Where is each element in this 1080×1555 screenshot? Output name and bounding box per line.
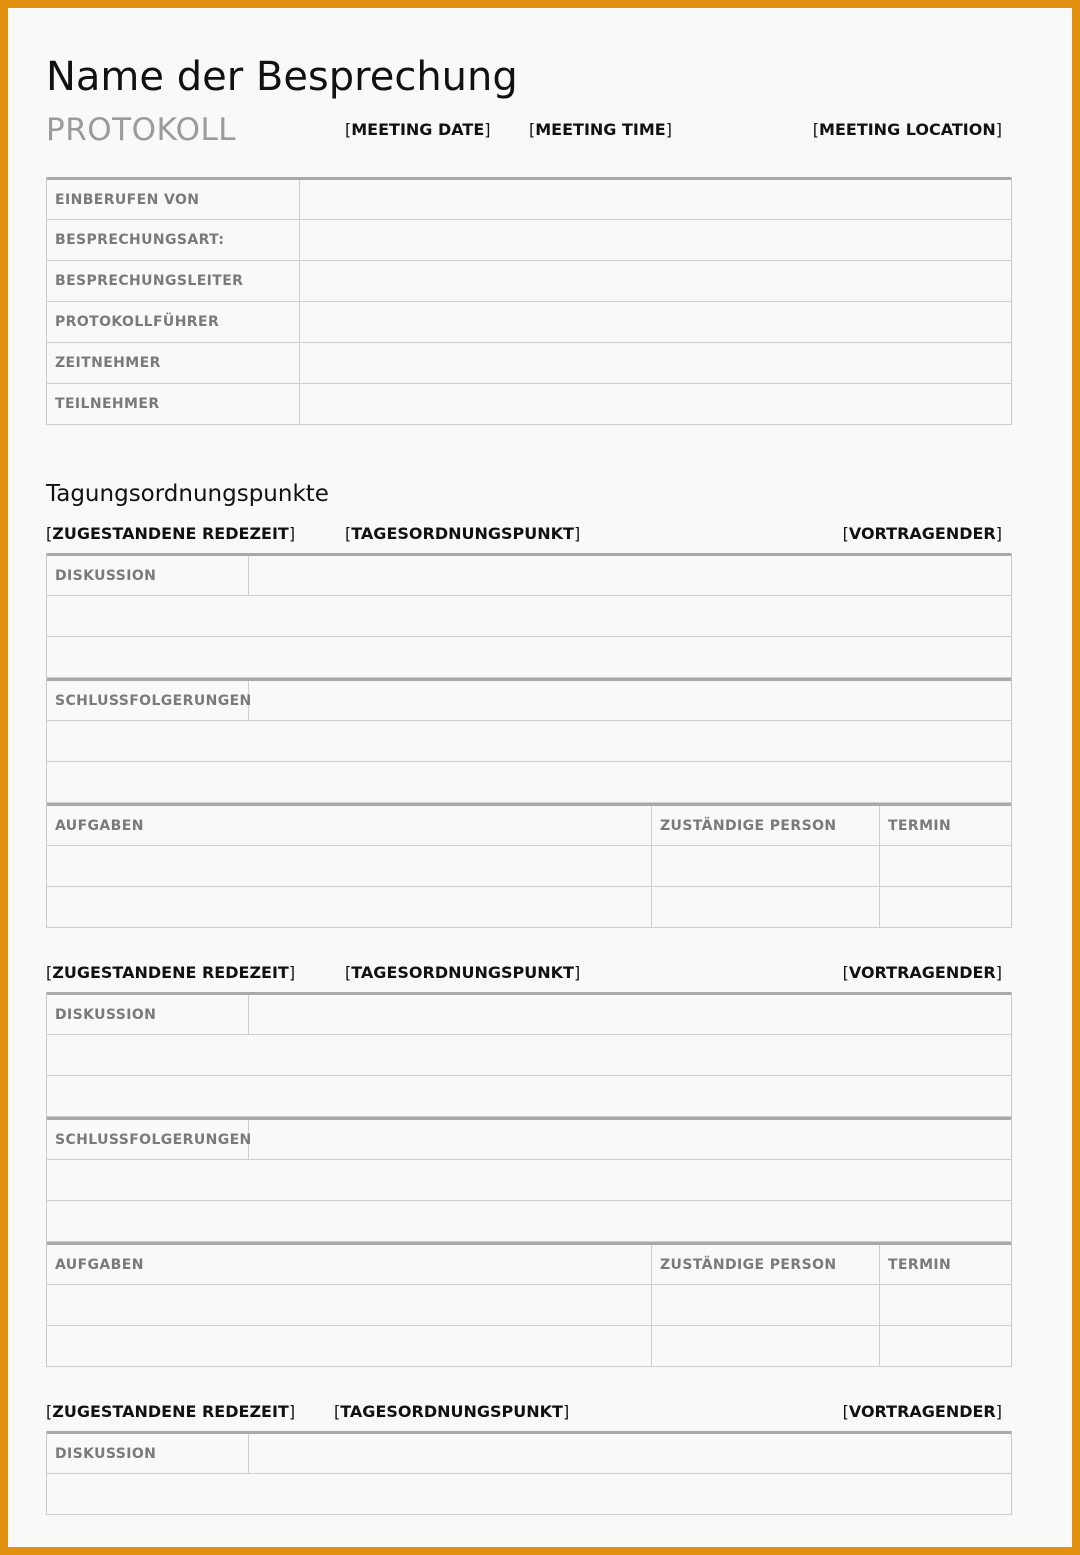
discussion-label: DISKUSSION	[55, 567, 157, 584]
info-value-field[interactable]	[300, 261, 1011, 301]
info-row-timekeeper	[47, 343, 1011, 384]
info-row-minute-taker	[47, 302, 1011, 343]
discussion-row	[47, 1431, 1011, 1474]
meeting-time-placeholder[interactable]: [MEETING TIME]	[529, 120, 672, 139]
info-value-field[interactable]	[300, 180, 1011, 219]
conclusions-row	[47, 678, 1011, 721]
discussion-field[interactable]	[249, 995, 1011, 1034]
discussion-line[interactable]	[47, 637, 1011, 678]
presenter-placeholder[interactable]: [VORTRAGENDER]	[842, 963, 1002, 982]
discussion-line[interactable]	[47, 596, 1011, 637]
agenda-topic-placeholder[interactable]: [TAGESORDNUNGSPUNKT]	[345, 963, 581, 982]
info-row-attendees	[47, 384, 1011, 425]
conclusions-line[interactable]	[47, 1160, 1011, 1201]
discussion-field[interactable]	[249, 1434, 1011, 1473]
task-field[interactable]	[47, 887, 652, 927]
tasks-label: AUFGABEN	[55, 817, 144, 834]
presenter-placeholder[interactable]: [VORTRAGENDER]	[842, 524, 1002, 543]
responsible-person-label: ZUSTÄNDIGE PERSON	[660, 1256, 837, 1273]
meeting-location-placeholder[interactable]: [MEETING LOCATION]	[812, 120, 1002, 139]
task-field[interactable]	[47, 1285, 652, 1325]
task-field[interactable]	[47, 846, 652, 886]
info-label: TEILNEHMER	[55, 396, 160, 412]
discussion-row	[47, 992, 1011, 1035]
responsible-field[interactable]	[652, 1285, 880, 1325]
info-value-field[interactable]	[300, 384, 1011, 424]
tasks-label: AUFGABEN	[55, 1256, 144, 1273]
allotted-time-placeholder[interactable]: [ZUGESTANDENE REDEZEIT]	[46, 1402, 296, 1421]
tasks-header-row	[47, 1242, 1011, 1285]
info-label: ZEITNEHMER	[55, 355, 161, 371]
discussion-line[interactable]	[47, 1035, 1011, 1076]
info-label: EINBERUFEN VON	[55, 191, 200, 208]
agenda-topic-placeholder[interactable]: [TAGESORDNUNGSPUNKT]	[334, 1402, 570, 1421]
responsible-field[interactable]	[652, 1326, 880, 1366]
responsible-field[interactable]	[652, 846, 880, 886]
agenda-item-table	[46, 553, 1012, 928]
protocol-page	[8, 8, 1072, 1547]
agenda-item-table	[46, 992, 1012, 1367]
conclusions-field[interactable]	[249, 681, 1011, 720]
info-label: BESPRECHUNGSART:	[55, 232, 225, 248]
conclusions-line[interactable]	[47, 762, 1011, 803]
task-row	[47, 1326, 1011, 1367]
discussion-line[interactable]	[47, 1076, 1011, 1117]
info-value-field[interactable]	[300, 343, 1011, 383]
conclusions-label: SCHLUSSFOLGERUNGEN	[55, 692, 252, 709]
discussion-field[interactable]	[249, 556, 1011, 595]
conclusions-field[interactable]	[249, 1120, 1011, 1159]
conclusions-label: SCHLUSSFOLGERUNGEN	[55, 1131, 252, 1148]
responsible-field[interactable]	[652, 887, 880, 927]
info-row-meeting-leader	[47, 261, 1011, 302]
info-row-convened-by	[47, 177, 1011, 220]
presenter-placeholder[interactable]: [VORTRAGENDER]	[842, 1402, 1002, 1421]
meeting-date-placeholder[interactable]: [MEETING DATE]	[345, 120, 491, 139]
deadline-field[interactable]	[880, 846, 1011, 886]
tasks-header-row	[47, 803, 1011, 846]
info-label: BESPRECHUNGSLEITER	[55, 273, 244, 289]
info-value-field[interactable]	[300, 302, 1011, 342]
deadline-field[interactable]	[880, 1326, 1011, 1366]
deadline-field[interactable]	[880, 887, 1011, 927]
info-row-meeting-type	[47, 220, 1011, 261]
deadline-label: TERMIN	[888, 817, 952, 834]
meeting-name-title[interactable]: Name der Besprechung	[46, 54, 518, 100]
protocol-subtitle: PROTOKOLL	[46, 112, 237, 148]
conclusions-row	[47, 1117, 1011, 1160]
agenda-heading: Tagungsordnungspunkte	[46, 481, 329, 507]
allotted-time-placeholder[interactable]: [ZUGESTANDENE REDEZEIT]	[46, 963, 296, 982]
discussion-label: DISKUSSION	[55, 1006, 157, 1023]
task-row	[47, 1285, 1011, 1326]
conclusions-line[interactable]	[47, 1201, 1011, 1242]
info-value-field[interactable]	[300, 220, 1011, 260]
deadline-field[interactable]	[880, 1285, 1011, 1325]
task-row	[47, 887, 1011, 928]
deadline-label: TERMIN	[888, 1256, 952, 1273]
task-field[interactable]	[47, 1326, 652, 1366]
agenda-topic-placeholder[interactable]: [TAGESORDNUNGSPUNKT]	[345, 524, 581, 543]
allotted-time-placeholder[interactable]: [ZUGESTANDENE REDEZEIT]	[46, 524, 296, 543]
meeting-info-table	[46, 177, 1012, 425]
responsible-person-label: ZUSTÄNDIGE PERSON	[660, 817, 837, 834]
task-row	[47, 846, 1011, 887]
info-label: PROTOKOLLFÜHRER	[55, 314, 220, 330]
discussion-line[interactable]	[47, 1474, 1011, 1515]
agenda-item-table	[46, 1431, 1012, 1515]
discussion-label: DISKUSSION	[55, 1445, 157, 1462]
conclusions-line[interactable]	[47, 721, 1011, 762]
discussion-row	[47, 553, 1011, 596]
